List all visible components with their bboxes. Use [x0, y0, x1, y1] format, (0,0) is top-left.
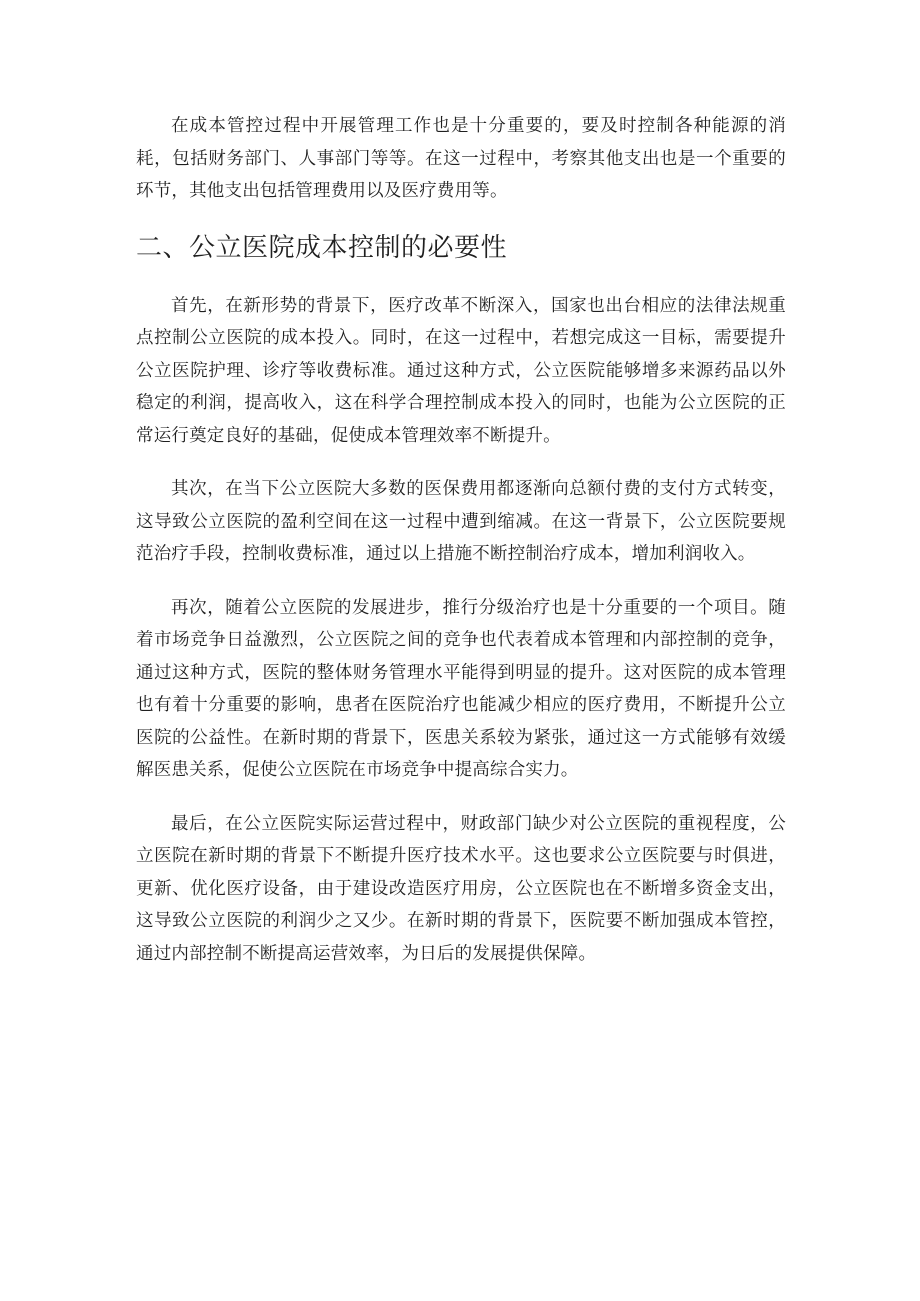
paragraph-last: 最后，在公立医院实际运营过程中，财政部门缺少对公立医院的重视程度，公立医院在新时期的背景下不断提升医疗技术水平。这也要求公立医院要与时俱进，更新、优化医疗设备，由于建设改造医疗用房，公立医院也在不断增多资金支出，这导致公立医院的利润少之又少。在新时期的背景下，医院要不断加强成本管控，通过内部控制不断提高运营效率，为日后的发展提供保障。	[136, 813, 786, 964]
section-heading: 二、公立医院成本控制的必要性	[136, 232, 508, 263]
document-page	[136, 110, 786, 970]
intro-paragraph: 在成本管控过程中开展管理工作也是十分重要的，要及时控制各种能源的消耗，包括财务部门、人事部门等等。在这一过程中，考察其他支出也是一个重要的环节，其他支出包括管理费用以及医疗费用等。	[136, 116, 786, 201]
paragraph-first: 首先，在新形势的背景下，医疗改革不断深入，国家也出台相应的法律法规重点控制公立医院的成本投入。同时，在这一过程中，若想完成这一目标，需要提升公立医院护理、诊疗等收费标准。通过这种方式，公立医院能够增多来源药品以外稳定的利润，提高收入，这在科学合理控制成本投入的同时，也能为公立医院的正常运行奠定良好的基础，促使成本管理效率不断提升。	[136, 295, 786, 446]
paragraph-second: 其次，在当下公立医院大多数的医保费用都逐渐向总额付费的支付方式转变，这导致公立医院的盈利空间在这一过程中遭到缩减。在这一背景下，公立医院要规范治疗手段，控制收费标准，通过以上措施不断控制治疗成本，增加利润收入。	[136, 479, 786, 564]
paragraph-third: 再次，随着公立医院的发展进步，推行分级治疗也是十分重要的一个项目。随着市场竞争日益激烈，公立医院之间的竞争也代表着成本管理和内部控制的竞争，通过这种方式，医院的整体财务管理水平能得到明显的提升。这对医院的成本管理也有着十分重要的影响，患者在医院治疗也能减少相应的医疗费用，不断提升公立医院的公益性。在新时期的背景下，医患关系较为紧张，通过这一方式能够有效缓解医患关系，促使公立医院在市场竞争中提高综合实力。	[136, 597, 786, 780]
